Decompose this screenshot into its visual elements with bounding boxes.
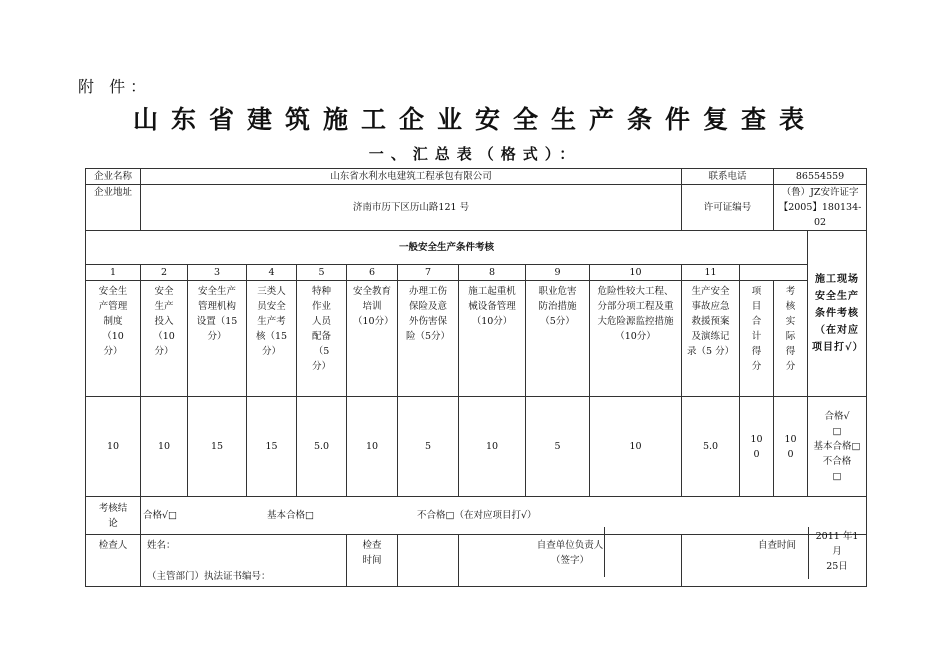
item-number: 10 <box>590 265 682 281</box>
score-row <box>86 397 867 497</box>
phone-value: 86554559 <box>774 169 867 185</box>
company-address-row <box>86 185 867 231</box>
phone-label: 联系电话 <box>682 169 774 185</box>
inspector-label: 检查人 <box>86 535 141 587</box>
item-name: 三类人员安全生产考核（15分） <box>247 281 297 397</box>
site-result-line: □ <box>832 426 842 437</box>
item-score: 10 <box>86 397 141 497</box>
date-line-2: 月 <box>832 546 842 557</box>
item-number-blank <box>740 265 808 281</box>
item-score: 10 <box>141 397 188 497</box>
site-result-line: 不合格 <box>822 456 852 467</box>
total-score: 100 <box>740 397 774 497</box>
site-result-line: □ <box>832 471 842 482</box>
license-label: 许可证编号 <box>682 185 774 231</box>
page-subtitle: 一、汇总表（格式）： <box>368 145 582 163</box>
item-score: 15 <box>188 397 247 497</box>
conclusion-pass: 合格√□ <box>143 510 178 521</box>
item-number: 9 <box>526 265 590 281</box>
item-number: 11 <box>682 265 740 281</box>
date-line-1: 2011 年1 <box>815 531 859 542</box>
conclusion-options <box>141 497 867 535</box>
section-title-row <box>86 231 867 265</box>
site-result-line: 合格√ <box>824 411 850 422</box>
item-number: 4 <box>247 265 297 281</box>
company-name-value: 山东省水利水电建筑工程承包有限公司 <box>141 169 682 185</box>
section-title: 一般安全生产条件考核 <box>86 231 808 265</box>
item-score: 5.0 <box>682 397 740 497</box>
item-number-row <box>86 265 867 281</box>
item-name-row <box>86 281 867 397</box>
sign-label: （签字） <box>551 555 590 566</box>
signature-row <box>86 535 867 587</box>
site-result <box>808 397 867 497</box>
attachment-label: 附 件： <box>78 77 152 96</box>
company-name-row <box>86 169 867 185</box>
item-number: 6 <box>347 265 398 281</box>
item-number: 3 <box>188 265 247 281</box>
item-score: 15 <box>247 397 297 497</box>
item-name: 安全生产投入（10分） <box>141 281 188 397</box>
conclusion-label: 考核结论 <box>86 497 141 535</box>
signature-divider <box>604 527 605 577</box>
site-condition-header: 施工现场安全生产条件考核（在对应项目打√） <box>808 231 867 397</box>
conclusion-row <box>86 497 867 535</box>
item-name: 危险性较大工程、分部分项工程及重大危险源监控措施（10分） <box>590 281 682 397</box>
item-number: 5 <box>297 265 347 281</box>
conclusion-basic: 基本合格□ <box>267 510 314 521</box>
self-check-time-label: 自查时间 <box>682 535 867 587</box>
item-name: 施工起重机械设备管理（10分） <box>459 281 526 397</box>
item-score: 5 <box>398 397 459 497</box>
actual-score: 100 <box>774 397 808 497</box>
check-time-value <box>398 535 459 587</box>
inspector-info <box>141 535 347 587</box>
item-score: 5 <box>526 397 590 497</box>
item-name: 特种作业人员配备（5分） <box>297 281 347 397</box>
conclusion-fail: 不合格□（在对应项目打√） <box>417 510 537 521</box>
item-name: 办理工伤保险及意外伤害保险（5分） <box>398 281 459 397</box>
company-name-label: 企业名称 <box>86 169 141 185</box>
item-score: 5.0 <box>297 397 347 497</box>
page-title: 山东省建筑施工企业安全生产条件复查表 <box>132 105 817 134</box>
address-label: 企业地址 <box>86 185 141 231</box>
item-number: 1 <box>86 265 141 281</box>
license-value <box>774 185 867 231</box>
license-line-1: （鲁）JZ安许证字 <box>781 187 859 198</box>
item-name: 安全教育培训（10分） <box>347 281 398 397</box>
item-number: 8 <box>459 265 526 281</box>
self-check-label: 自查单位负责人 <box>536 540 604 551</box>
review-table <box>85 168 867 587</box>
self-check-responsible <box>459 535 682 587</box>
item-number: 7 <box>398 265 459 281</box>
inspector-cert-label: （主管部门）执法证书编号： <box>147 571 271 582</box>
item-name: 安全生产管理制度（10分） <box>86 281 141 397</box>
item-name: 职业危害防治措施（5分） <box>526 281 590 397</box>
license-line-2: 【2005】180134-02 <box>778 202 862 228</box>
item-score: 10 <box>347 397 398 497</box>
date-line-3: 25日 <box>826 561 848 572</box>
item-name: 生产安全事故应急救援预案及演练记录（5 分） <box>682 281 740 397</box>
address-value: 济南市历下区历山路121 号 <box>141 185 682 231</box>
item-name: 安全生产管理机构设置（15分） <box>188 281 247 397</box>
item-score: 10 <box>459 397 526 497</box>
item-number: 2 <box>141 265 188 281</box>
self-check-date <box>808 527 865 579</box>
item-score: 10 <box>590 397 682 497</box>
total-item-name: 考核实际得分 <box>774 281 808 397</box>
total-item-name: 项目合计得分 <box>740 281 774 397</box>
site-result-line: 基本合格□ <box>813 441 861 452</box>
check-time-label: 检查时间 <box>347 535 398 587</box>
inspector-name-label: 姓名： <box>147 540 176 551</box>
